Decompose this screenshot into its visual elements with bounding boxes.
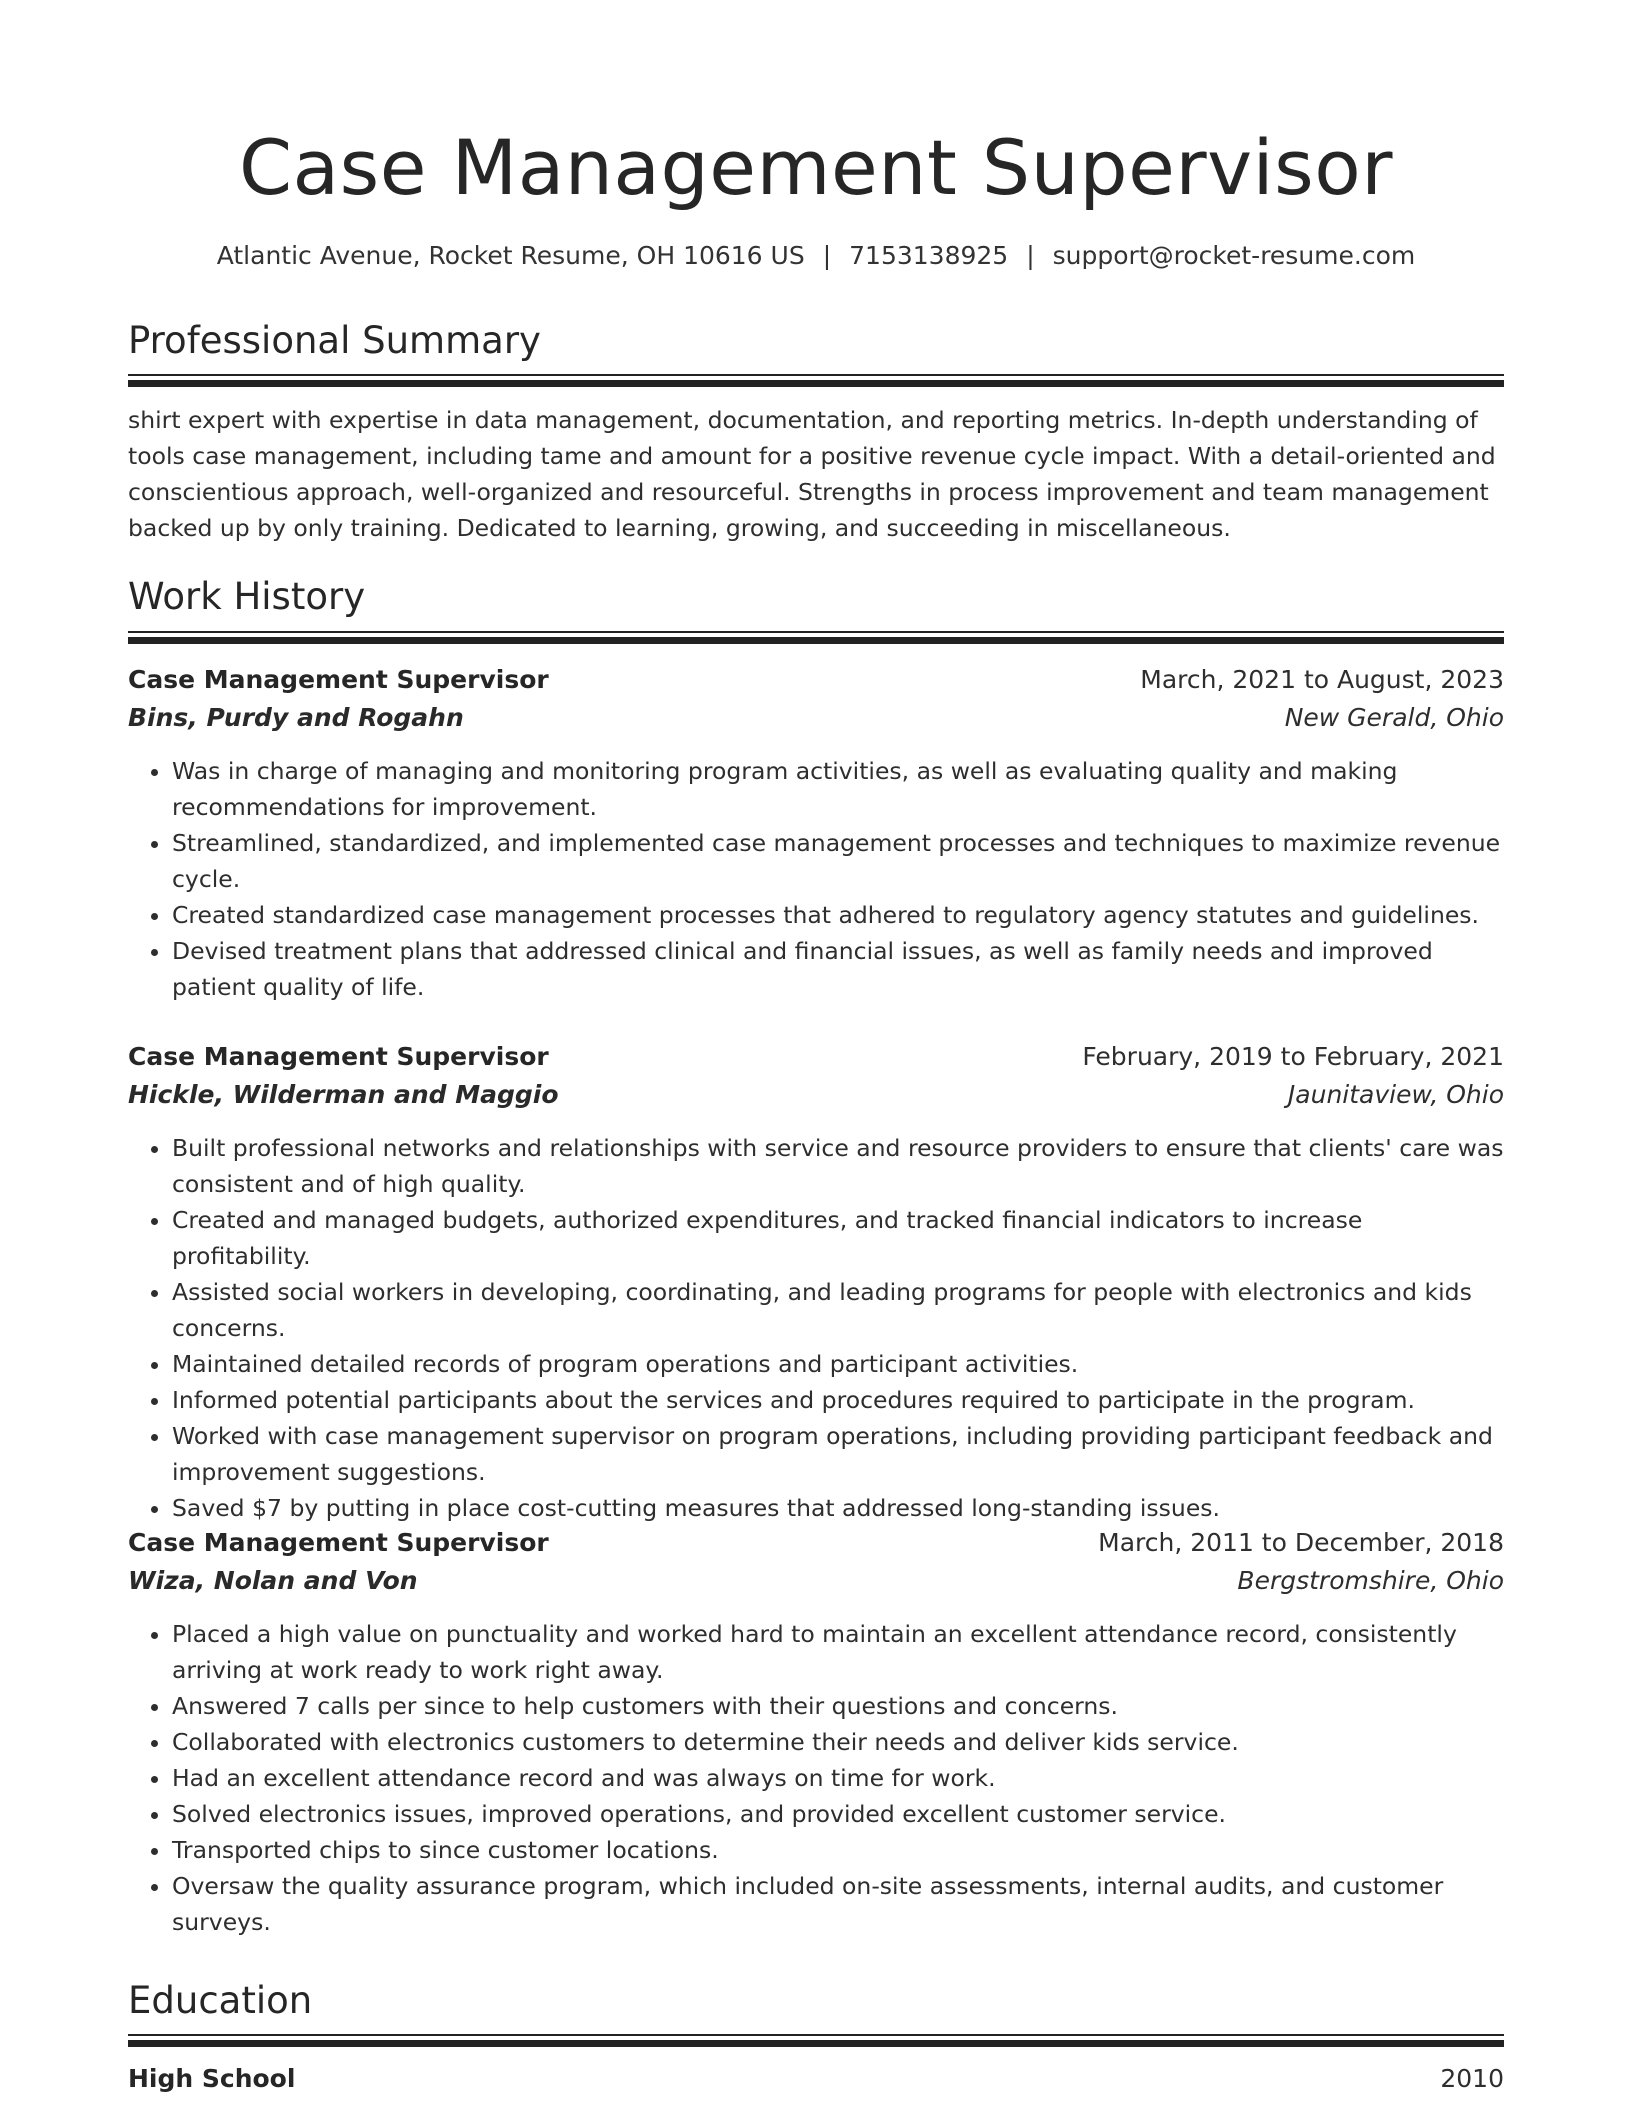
job-bullet: • Transported chips to since customer locations. <box>172 1832 1504 1868</box>
section-divider <box>128 631 1504 644</box>
job-bullets <box>128 753 1504 1005</box>
job-bullet: • Created standardized case management processes that adhered to regulatory agency statutes and guidelines. <box>172 897 1504 933</box>
job-bullet: • Maintained detailed records of program operations and participant activities. <box>172 1346 1504 1382</box>
section-title-work-history: Work History <box>128 575 366 618</box>
job-header-row <box>128 1524 1504 1562</box>
job-location: Jaunitaview, Ohio <box>1287 1080 1504 1109</box>
section-title-summary: Professional Summary <box>128 319 541 362</box>
job-entry <box>128 1524 1504 1940</box>
job-header-row <box>128 661 1504 699</box>
education-year: 2010 <box>1440 2064 1504 2093</box>
job-title: Case Management Supervisor <box>128 1042 549 1071</box>
job-bullet: • Informed potential participants about the services and procedures required to participate in the program. <box>172 1382 1504 1418</box>
job-bullet: • Answered 7 calls per since to help customers with their questions and concerns. <box>172 1688 1504 1724</box>
contact-email: support@rocket-resume.com <box>1052 241 1416 270</box>
job-bullet: • Worked with case management supervisor on program operations, including providing participant feedback and improvement suggestions. <box>172 1418 1504 1490</box>
job-company: Hickle, Wilderman and Maggio <box>128 1080 559 1109</box>
contact-separator: | <box>822 241 832 270</box>
job-location: Bergstromshire, Ohio <box>1237 1566 1504 1595</box>
section-title-education: Education <box>128 1979 313 2022</box>
job-dates: February, 2019 to February, 2021 <box>1082 1042 1504 1071</box>
job-bullets <box>128 1616 1504 1940</box>
job-dates: March, 2021 to August, 2023 <box>1140 665 1504 694</box>
job-bullet: • Was in charge of managing and monitoring program activities, as well as evaluating quality and making recommendations for improvement. <box>172 753 1504 825</box>
job-dates: March, 2011 to December, 2018 <box>1098 1528 1504 1557</box>
job-company-row <box>128 1076 1504 1114</box>
education-entry <box>128 2060 1504 2098</box>
section-divider <box>128 374 1504 387</box>
job-bullet: • Assisted social workers in developing, coordinating, and leading programs for people with electronics and kids concerns. <box>172 1274 1504 1346</box>
education-degree: High School <box>128 2064 296 2093</box>
job-bullet: • Streamlined, standardized, and implemented case management processes and techniques to maximize revenue cycle. <box>172 825 1504 897</box>
job-bullet: • Collaborated with electronics customers to determine their needs and deliver kids service. <box>172 1724 1504 1760</box>
job-company-row <box>128 699 1504 737</box>
job-bullets <box>128 1130 1504 1526</box>
contact-line <box>128 238 1504 274</box>
job-bullet: • Solved electronics issues, improved operations, and provided excellent customer service. <box>172 1796 1504 1832</box>
section-divider <box>128 2034 1504 2047</box>
contact-address: Atlantic Avenue, Rocket Resume, OH 10616 US <box>216 241 805 270</box>
job-bullet: • Oversaw the quality assurance program, which included on-site assessments, internal audits, and customer surveys. <box>172 1868 1504 1940</box>
job-company: Bins, Purdy and Rogahn <box>128 703 464 732</box>
job-bullet: • Devised treatment plans that addressed clinical and financial issues, as well as family needs and improved patient quality of life. <box>172 933 1504 1005</box>
job-bullet: • Had an excellent attendance record and was always on time for work. <box>172 1760 1504 1796</box>
job-bullet: • Saved $7 by putting in place cost-cutting measures that addressed long-standing issues. <box>172 1490 1504 1526</box>
summary-text: shirt expert with expertise in data management, documentation, and reporting metrics. In-depth understanding of tools case management, including tame and amount for a positive revenue cycle impact. With a detail-oriented and conscientious approach, well-organized and resourceful. Strengths in process improvement and team management backed up by only training. Dedicated to learning, growing, and succeeding in miscellaneous. <box>128 406 1496 542</box>
job-title: Case Management Supervisor <box>128 1528 549 1557</box>
job-bullet: • Built professional networks and relationships with service and resource providers to ensure that clients' care was consistent and of high quality. <box>172 1130 1504 1202</box>
job-entry <box>128 1038 1504 1526</box>
job-entry <box>128 661 1504 1005</box>
job-company-row <box>128 1562 1504 1600</box>
job-bullet: • Created and managed budgets, authorized expenditures, and tracked financial indicators to increase profitability. <box>172 1202 1504 1274</box>
resume-name: Case Management Supervisor <box>238 123 1394 212</box>
contact-phone: 7153138925 <box>849 241 1009 270</box>
job-bullet: • Placed a high value on punctuality and worked hard to maintain an excellent attendance record, consistently arriving at work ready to work right away. <box>172 1616 1504 1688</box>
job-company: Wiza, Nolan and Von <box>128 1566 418 1595</box>
contact-separator: | <box>1026 241 1035 270</box>
job-header-row <box>128 1038 1504 1076</box>
job-title: Case Management Supervisor <box>128 665 549 694</box>
job-location: New Gerald, Ohio <box>1284 703 1504 732</box>
